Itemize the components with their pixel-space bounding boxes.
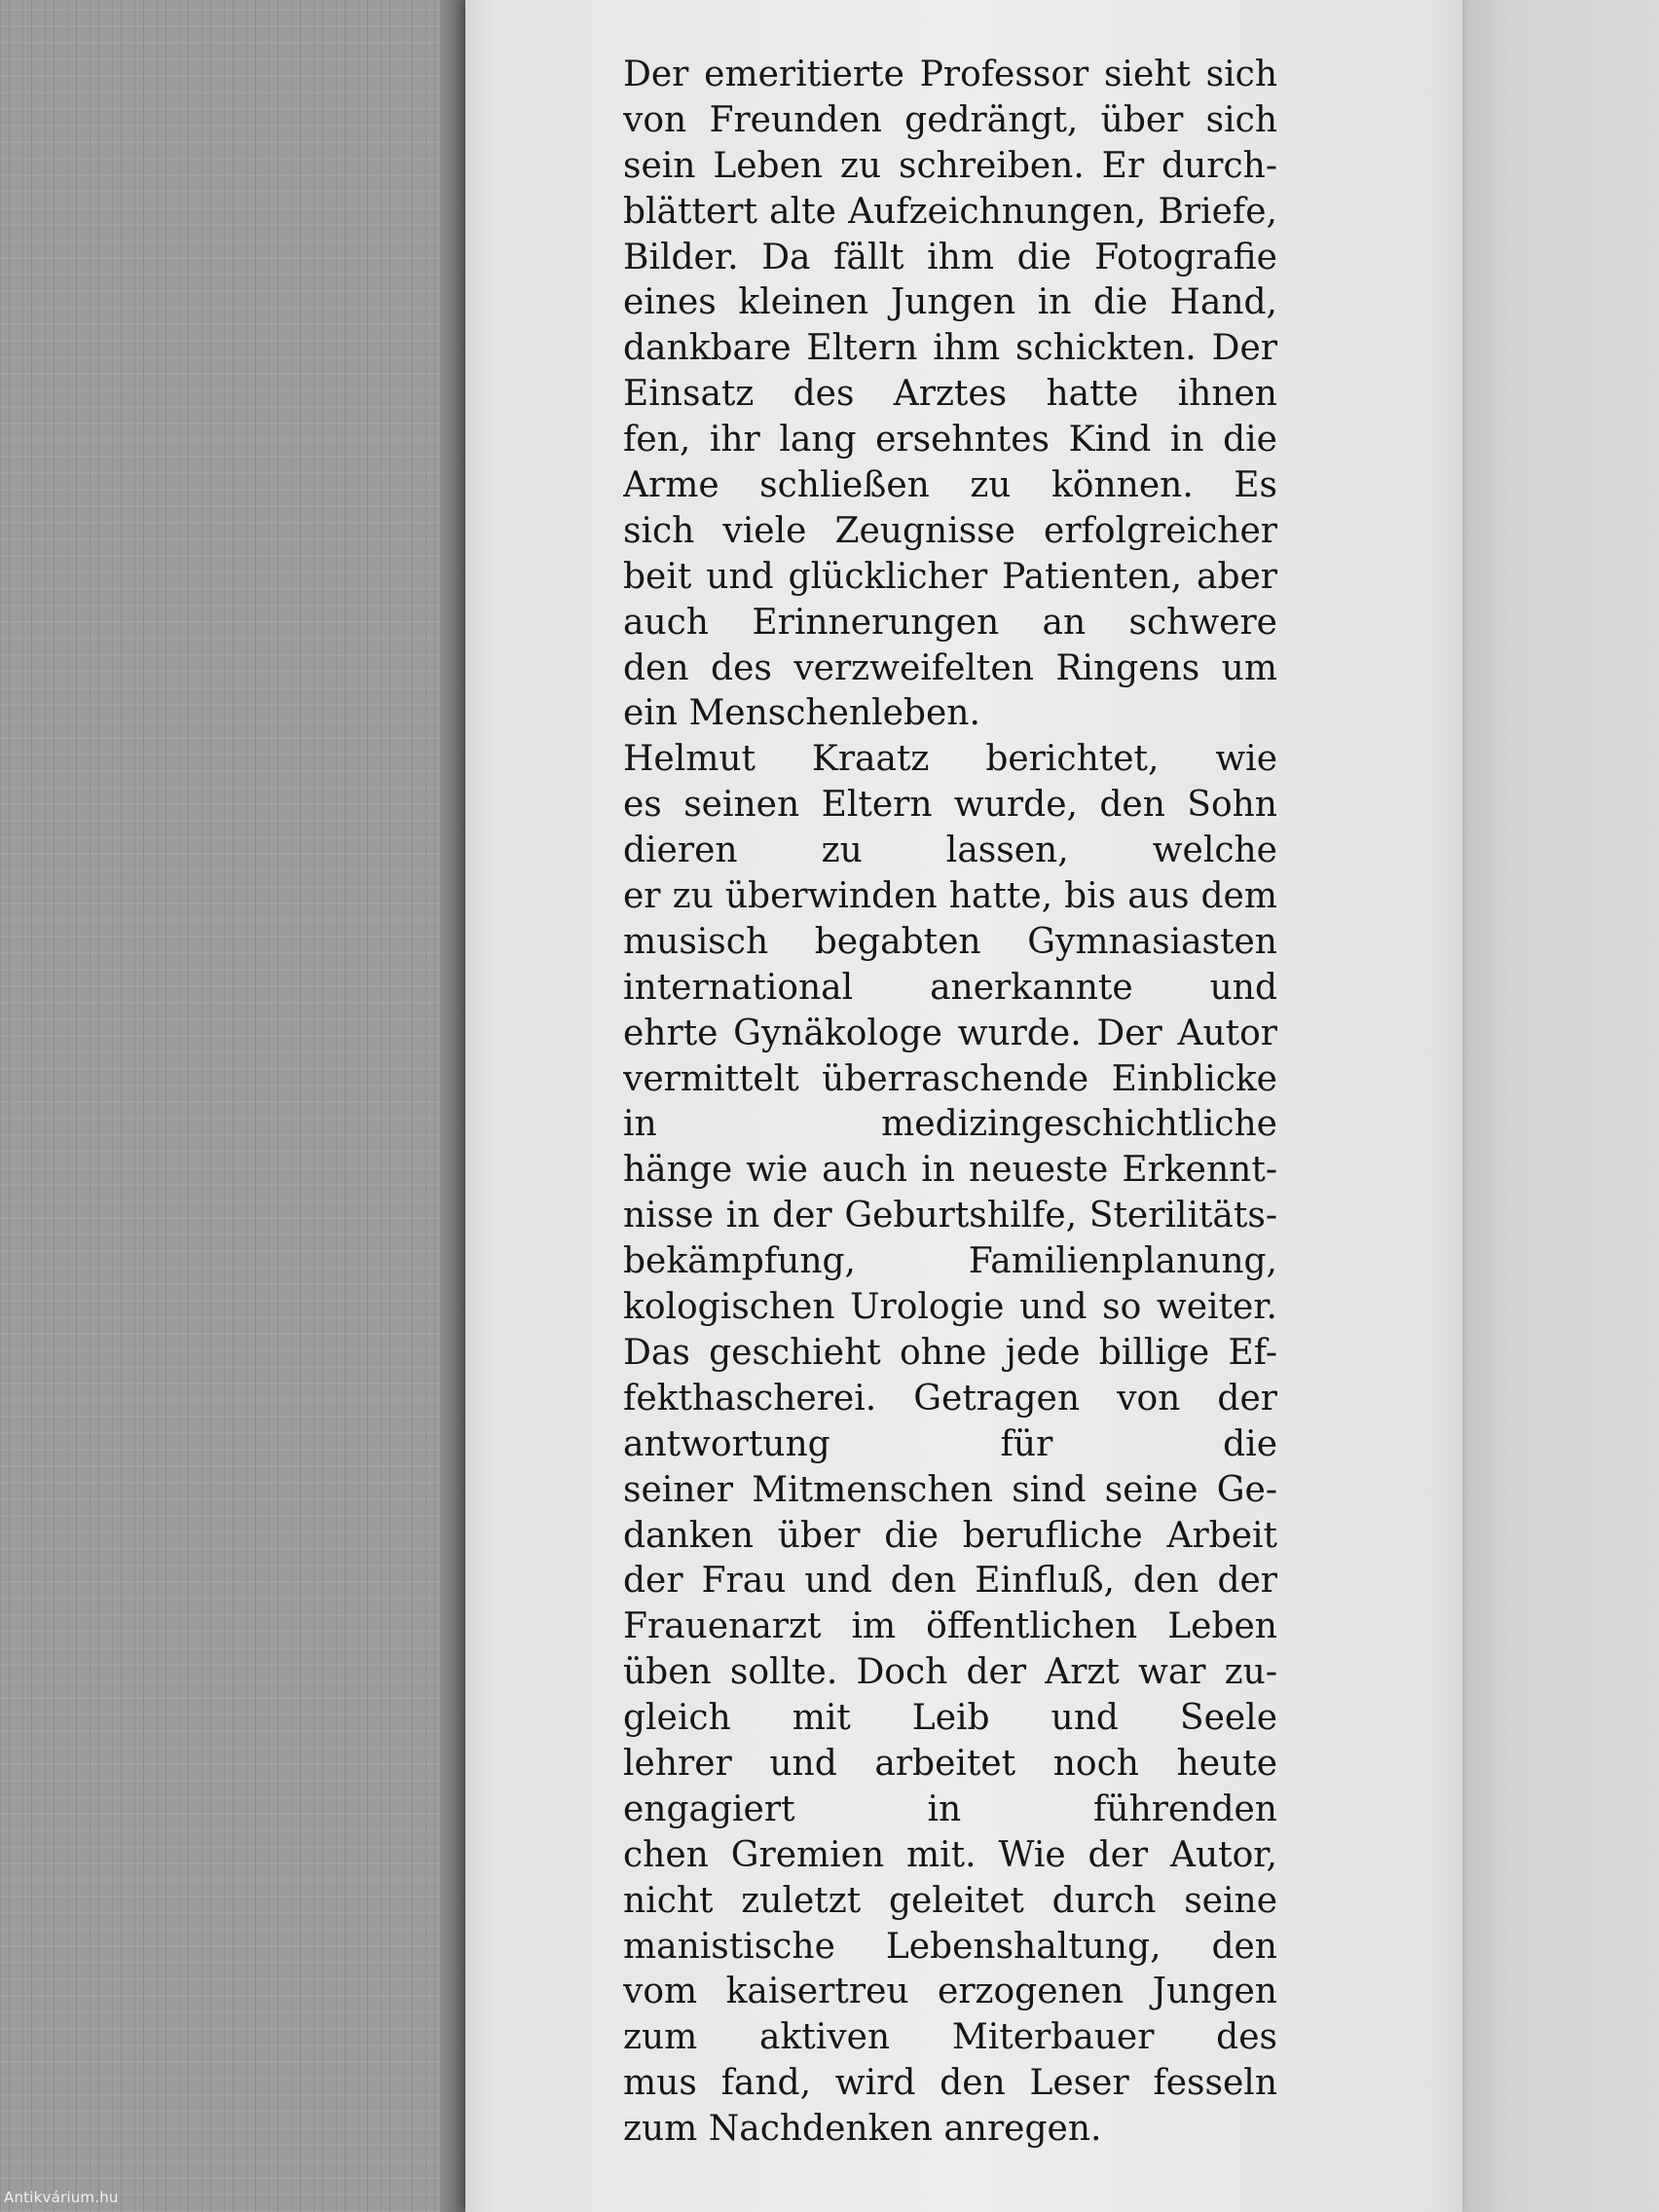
text-line: zum Nachdenken anregen.: [623, 2109, 1102, 2150]
text-line: auch Erinnerungen an schwere: [623, 602, 1277, 643]
text-line: es seinen Eltern wurde, den Sohn: [623, 785, 1277, 826]
text-line: fekthascherei. Getragen von der: [623, 1378, 1277, 1419]
text-line: beit und glücklicher Patienten, aber: [623, 556, 1277, 597]
text-line: in medizingeschichtliche: [623, 1104, 1277, 1145]
text-line: sich viele Zeugnisse erfolgreicher: [623, 510, 1277, 551]
text-line: blättert alte Aufzeichnungen, Briefe,: [623, 191, 1277, 232]
text-line: international anerkannte und: [623, 967, 1277, 1008]
text-line: Einsatz des Arztes hatte ihnen: [623, 374, 1277, 415]
text-line: dieren zu lassen, welche: [623, 830, 1277, 871]
text-line: vom kaisertreu erzogenen Jungen: [623, 1972, 1277, 2012]
text-line: kologischen Urologie und so weiter.: [623, 1287, 1277, 1328]
text-line: er zu überwinden hatte, bis aus dem: [623, 876, 1277, 917]
text-line: manistische Lebenshaltung, den: [623, 1926, 1277, 1967]
cover-edge-shadow: [440, 0, 465, 2212]
text-line: üben sollte. Doch der Arzt war zu-: [623, 1652, 1277, 1693]
blurb-text: [623, 53, 1277, 2153]
text-line: zum aktiven Miterbauer des: [623, 2017, 1277, 2058]
text-line: von Freunden gedrängt, über sich: [623, 99, 1277, 140]
text-line: musisch begabten Gymnasiasten: [623, 921, 1277, 962]
text-line: den des verzweifelten Ringens um: [623, 647, 1277, 688]
text-line: Helmut Kraatz berichtet, wie: [623, 739, 1277, 780]
back-page-strip: [1462, 0, 1659, 2212]
text-line: Das geschieht ohne jede billige Ef-: [623, 1332, 1277, 1373]
book-cover-left: [0, 0, 458, 2212]
text-line: hänge wie auch in neueste Erkennt-: [623, 1150, 1277, 1191]
text-line: gleich mit Leib und Seele: [623, 1698, 1277, 1739]
text-line: antwortung für die: [623, 1423, 1277, 1464]
text-line: dankbare Eltern ihm schickten. Der: [623, 328, 1277, 369]
watermark-text: Antikvárium.hu: [4, 2189, 119, 2206]
paragraph-2: [623, 737, 1277, 2153]
text-line: Frauenarzt im öffentlichen Leben: [623, 1606, 1277, 1647]
text-line: ehrte Gynäkologe wurde. Der Autor: [623, 1013, 1277, 1053]
text-line: Arme schließen zu können. Es: [623, 465, 1277, 506]
text-line: Der emeritierte Professor sieht sich: [623, 55, 1277, 94]
text-line: danken über die berufliche Arbeit: [623, 1515, 1277, 1556]
text-line: fen, ihr lang ersehntes Kind in die: [623, 420, 1277, 461]
text-line: sein Leben zu schreiben. Er durch-: [623, 145, 1277, 186]
text-line: nicht zuletzt geleitet durch seine: [623, 1880, 1277, 1921]
text-line: bekämpfung, Familienplanung,: [623, 1241, 1277, 1282]
text-line: nisse in der Geburtshilfe, Sterilitäts-: [623, 1196, 1277, 1236]
text-line: chen Gremien mit. Wie der Autor,: [623, 1834, 1277, 1875]
text-line: Bilder. Da fällt ihm die Fotografie: [623, 237, 1277, 277]
text-line: der Frau und den Einfluß, den der: [623, 1561, 1277, 1602]
text-line: mus fand, wird den Leser fesseln: [623, 2063, 1277, 2104]
text-line: ein Menschenleben.: [623, 693, 980, 734]
text-line: engagiert in führenden: [623, 1788, 1277, 1829]
text-line: seiner Mitmenschen sind seine Ge-: [623, 1469, 1277, 1510]
text-line: lehrer und arbeitet noch heute: [623, 1743, 1277, 1784]
text-line: vermittelt überraschende Einblicke: [623, 1058, 1277, 1099]
text-line: eines kleinen Jungen in die Hand,: [623, 282, 1277, 323]
paragraph-1: [623, 53, 1277, 737]
